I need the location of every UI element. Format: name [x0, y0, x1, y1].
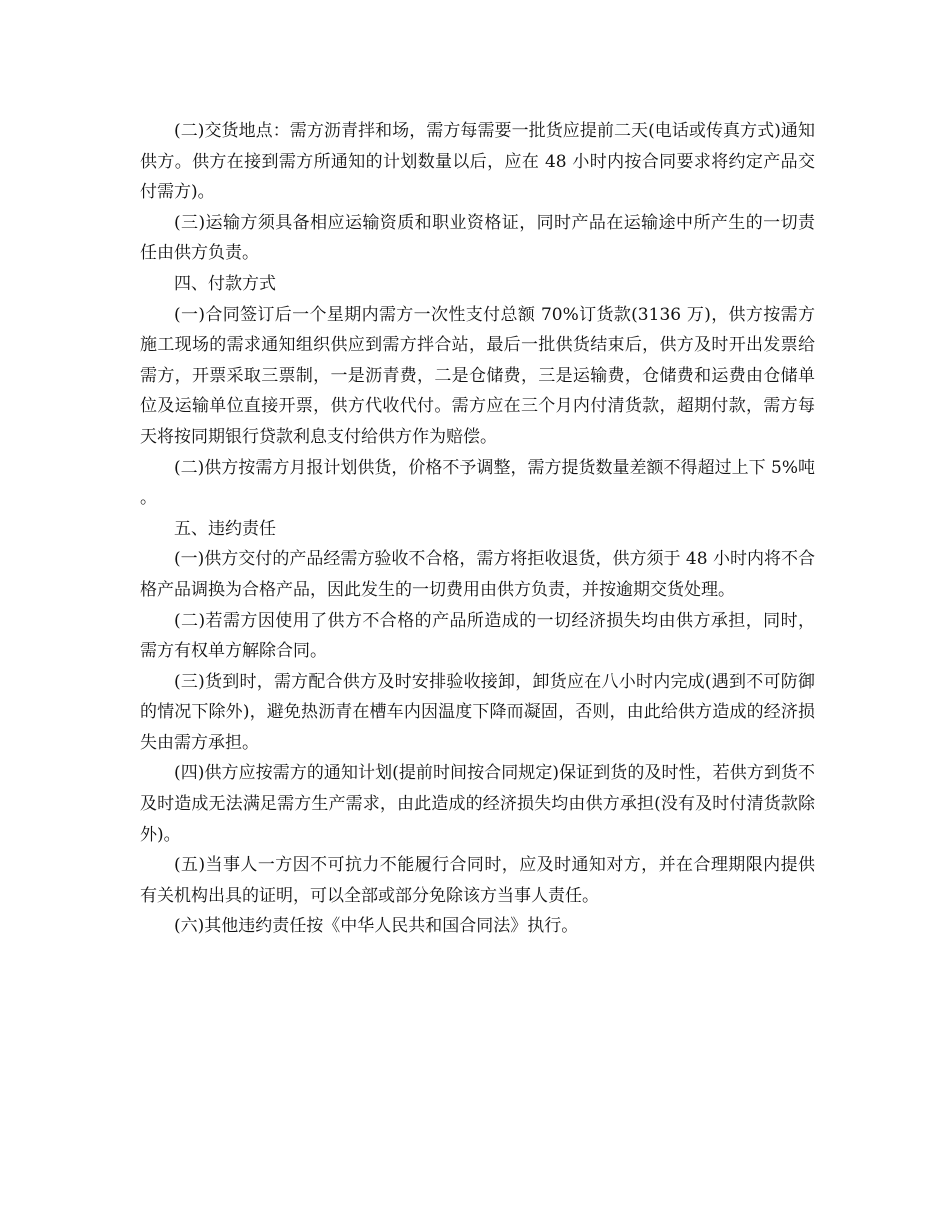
clause-liability-force-majeure: (五)当事人一方因不可抗力不能履行合同时，应及时通知对方，并在合理期限内提供有关机构出具的证明，可以全部或部分免除该方当事人责任。: [140, 855, 815, 906]
clause-liability-timeliness: (四)供方应按需方的通知计划(提前时间按合同规定)保证到货的及时性，若供方到货不及时造成无法满足需方生产需求，由此造成的经济损失均由供方承担(没有及时付清货款除外)。: [140, 763, 815, 845]
section-heading-liability: 五、违约责任: [174, 518, 276, 539]
document-page: [140, 116, 815, 942]
clause-payment-monthly-plan: (二)供方按需方月报计划供货，价格不予调整，需方提货数量差额不得超过上下 5%吨。: [140, 457, 815, 509]
clause-transport-responsibility: (三)运输方须具备相应运输资质和职业资格证，同时产品在运输途中所产生的一切责任由供方负责。: [140, 212, 815, 264]
clause-delivery-location: (二)交货地点：需方沥青拌和场，需方每需要一批货应提前二天(电话或传真方式)通知供方。供方在接到需方所通知的计划数量以后，应在 48 小时内按合同要求将约定产品交付需方)。: [140, 121, 815, 203]
clause-liability-losses: (二)若需方因使用了供方不合格的产品所造成的一切经济损失均由供方承担，同时，需方有权单方解除合同。: [140, 610, 815, 662]
clause-payment-deposit: (一)合同签订后一个星期内需方一次性支付总额 70%订货款(3136 万)，供方按需方施工现场的需求通知组织供应到需方拌合站，最后一批供货结束后，供方及时开出发票给需方，开票采取三票制，一是沥青费，二是仓储费，三是运输费，仓储费和运费由仓储单位及运输单位直接开票，供方代收代付。需方应在三个月内付清货款，超期付款，需方每天将按同期银行贷款利息支付给供方作为赔偿。: [140, 304, 815, 447]
clause-liability-other: (六)其他违约责任按《中华人民共和国合同法》执行。: [174, 916, 579, 937]
section-heading-payment: 四、付款方式: [174, 273, 276, 294]
clause-liability-rejection: (一)供方交付的产品经需方验收不合格，需方将拒收退货，供方须于 48 小时内将不合格产品调换为合格产品，因此发生的一切费用由供方负责，并按逾期交货处理。: [140, 549, 815, 600]
clause-liability-unloading: (三)货到时，需方配合供方及时安排验收接卸，卸货应在八小时内完成(遇到不可防御的情况下除外)，避免热沥青在槽车内因温度下降而凝固，否则，由此给供方造成的经济损失由需方承担。: [140, 671, 815, 753]
